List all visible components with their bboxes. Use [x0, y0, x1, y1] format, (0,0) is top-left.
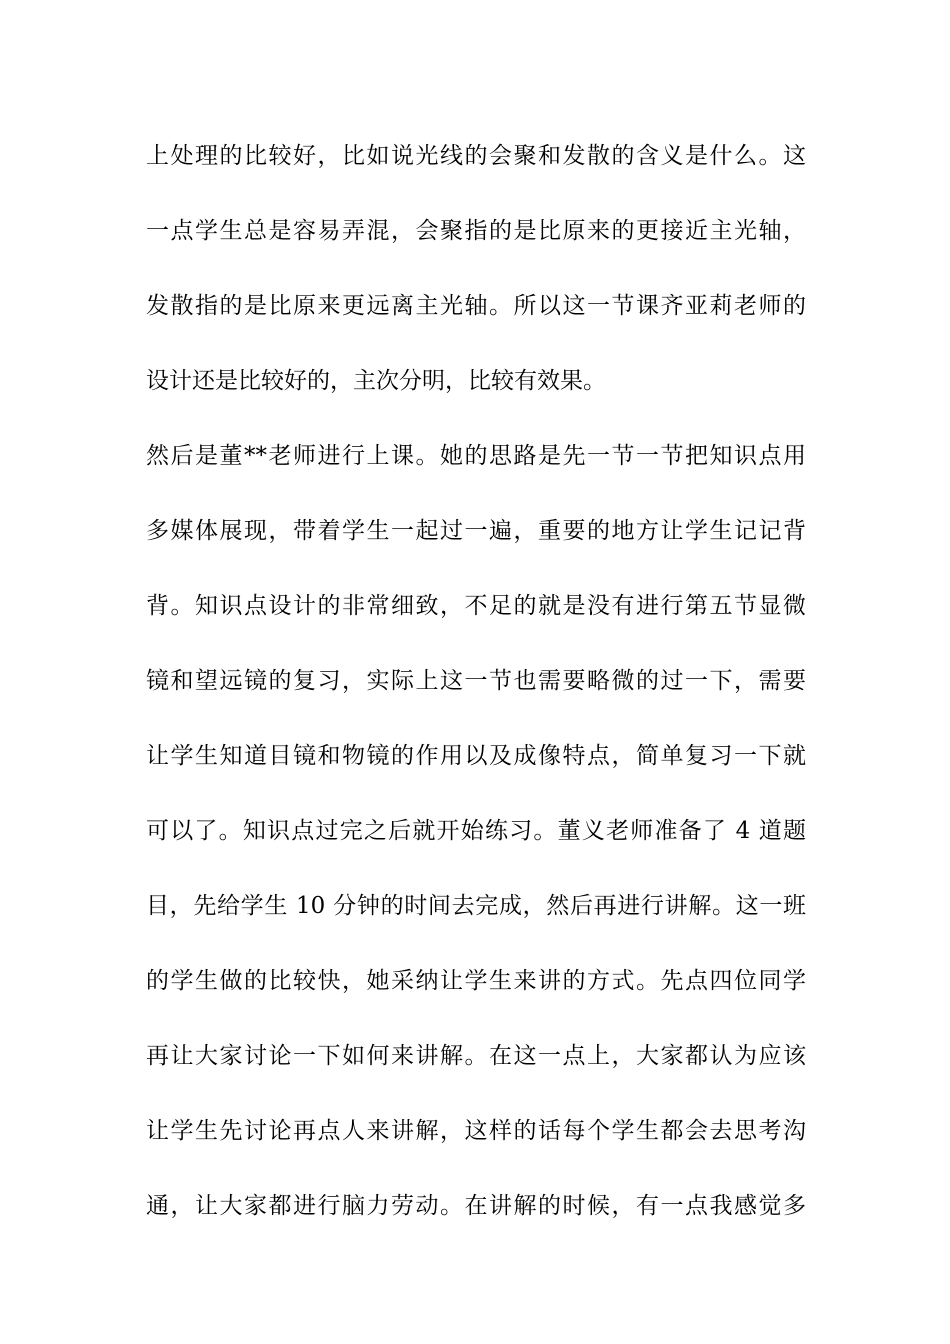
text-line: 上处理的比较好，比如说光线的会聚和发散的含义是什么。这 [146, 143, 806, 169]
text-line: 背。知识点设计的非常细致，不足的就是没有进行第五节显微 [146, 593, 806, 619]
text-line: 设计还是比较好的，主次分明，比较有效果。 [146, 368, 606, 394]
text-line: 可以了。知识点过完之后就开始练习。董义老师准备了 4 道题 [146, 818, 806, 844]
text-line: 让学生知道目镜和物镜的作用以及成像特点，简单复习一下就 [146, 743, 806, 769]
text-line: 镜和望远镜的复习，实际上这一节也需要略微的过一下，需要 [146, 668, 806, 694]
text-line: 再让大家讨论一下如何来讲解。在这一点上，大家都认为应该 [146, 1043, 806, 1069]
text-line: 发散指的是比原来更远离主光轴。所以这一节课齐亚莉老师的 [146, 293, 806, 319]
text-line: 然后是董**老师进行上课。她的思路是先一节一节把知识点用 [146, 443, 806, 469]
text-line: 通，让大家都进行脑力劳动。在讲解的时候，有一点我感觉多 [146, 1193, 806, 1219]
text-line: 多媒体展现，带着学生一起过一遍，重要的地方让学生记记背 [146, 518, 806, 544]
text-line: 让学生先讨论再点人来讲解，这样的话每个学生都会去思考沟 [146, 1118, 806, 1144]
text-line: 目，先给学生 10 分钟的时间去完成，然后再进行讲解。这一班 [146, 893, 806, 919]
text-line: 一点学生总是容易弄混，会聚指的是比原来的更接近主光轴， [146, 218, 806, 244]
text-line: 的学生做的比较快，她采纳让学生来讲的方式。先点四位同学 [146, 968, 806, 994]
